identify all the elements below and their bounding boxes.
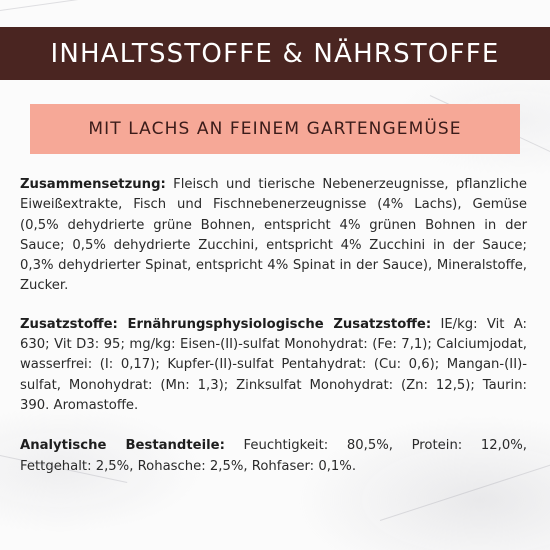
composition-text: Fleisch und tierische Nebenerzeugnisse, pflanzliche Eiweißextrakte, Fisch und Fischnebenerzeugnisse (4% Lachs), Gemüse (0,5% dehydrierte grüne Bohnen, entspricht 4% grünen Bohnen in der Sauce; 0,5% dehydrierte Zucchini, entspricht 4% Zucchini in der Sauce; 0,3% dehydrierter Spinat, entspricht 4% Spinat in der Sauce), Mineralstoffe, Zucker. [20, 177, 527, 294]
ingredient-info [20, 175, 527, 495]
analytical-label: Analytische Bestandteile: [20, 438, 225, 454]
marble-vein [0, 0, 119, 11]
composition-label: Zusammensetzung: [20, 177, 166, 192]
additives-label: Zusatzstoffe: Ernährungsphysiologische Zusatzstoffe: [20, 316, 432, 332]
page-title: INHALTSSTOFFE & NÄHRSTOFFE [50, 38, 500, 69]
composition-paragraph [20, 175, 527, 297]
additives-paragraph [20, 315, 527, 416]
variety-banner [30, 104, 520, 154]
additives-text: IE/kg: Vit A: 630; Vit D3: 95; mg/kg: Eisen-(II)-sulfat Monohydrat: (Fe: 7,1); Calciumjodat, wasserfrei: (I: 0,17); Kupfer-(II)-sulfat Pentahydrat: (Cu: 0,6); Mangan-(II)-sulfat, Monohydrat: (Mn: 1,3); Zinksulfat Monohydrat: (Zn: 12,5); Taurin: 390. Aromastoffe. [20, 316, 527, 413]
header-banner [0, 27, 550, 80]
variety-title: MIT LACHS AN FEINEM GARTENGEMÜSE [88, 119, 462, 139]
analytical-paragraph [20, 436, 527, 477]
analytical-text: Feuchtigkeit: 80,5%, Protein: 12,0%, Fettgehalt: 2,5%, Rohasche: 2,5%, Rohfaser: 0,1%. [20, 438, 527, 474]
